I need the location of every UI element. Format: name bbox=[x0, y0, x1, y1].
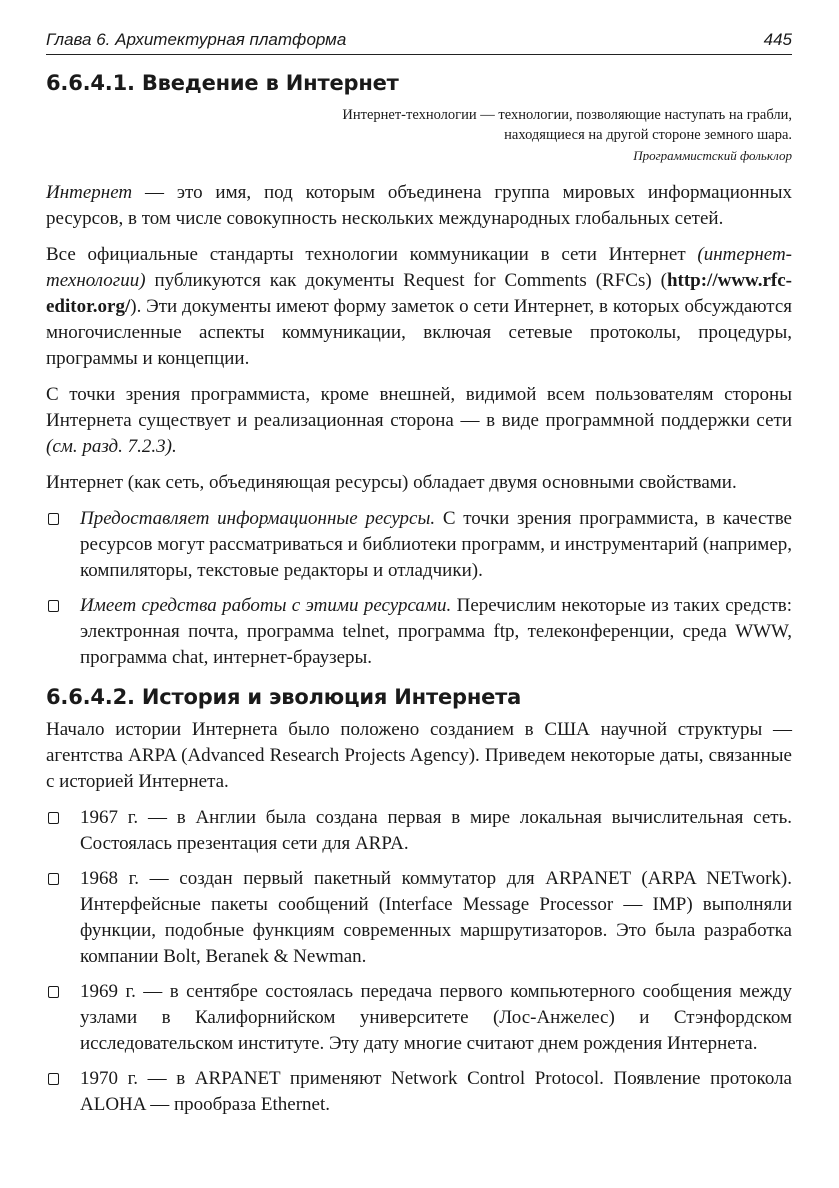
list-item: 1969 г. — в сентябре состоялась передача первого компьютерного сообщения между узлами в Калифорнийском университете (Лос-Анжелес) и Стэнфордском исследовательском институте. Эту дату многие считают днем рождения Интернета. bbox=[46, 979, 792, 1057]
checkbox-bullet-icon bbox=[48, 986, 59, 998]
paragraph: С точки зрения программиста, кроме внешней, видимой всем пользователям стороны Интернета существует и реализационная сторона — в виде программной поддержки сети (см. разд. 7.2.3). bbox=[46, 384, 792, 457]
chapter-title: Глава 6. Архитектурная платформа bbox=[46, 30, 347, 49]
rfc-link[interactable]: http://www.rfc-editor.org/ bbox=[46, 270, 792, 317]
list-item: 1970 г. — в ARPANET применяют Network Control Protocol. Появление протокола ALOHA — прообраза Ethernet. bbox=[46, 1066, 792, 1118]
cross-reference: (см. разд. 7.2.3). bbox=[46, 436, 177, 457]
document-page bbox=[46, 30, 792, 1128]
epigraph-line: находящиеся на другой стороне земного шара. bbox=[504, 127, 792, 143]
section-heading: 6.6.4.1. Введение в Интернет bbox=[46, 71, 399, 95]
bullet-list bbox=[46, 506, 792, 671]
checkbox-bullet-icon bbox=[48, 513, 59, 525]
list-item: Имеет средства работы с этими ресурсами. Перечислим некоторые из таких средств: электронная почта, программа telnet, программа ftp, телеконференции, среда WWW, программа chat, интернет-браузеры. bbox=[46, 593, 792, 671]
list-item: 1968 г. — создан первый пакетный коммутатор для ARPANET (ARPA NETwork). Интерфейсные пакеты сообщений (Interface Message Processor — IMP) выполняли функции, подобные функциям современных маршрутизаторов. Это была разработка компании Bolt, Beranek & Newman. bbox=[46, 866, 792, 970]
running-header bbox=[46, 30, 792, 55]
paragraph: Все официальные стандарты технологии коммуникации в сети Интернет (интернет-технологии) публикуются как документы Request for Comments (RFCs) (http://www.rfc-editor.org/). Эти документы имеют форму заметок о сети Интернет, в которых обсуждаются многочисленные аспекты коммуникации, включая сетевые протоколы, процедуры, программы и концепции. bbox=[46, 244, 792, 369]
section-heading: 6.6.4.2. История и эволюция Интернета bbox=[46, 685, 522, 709]
paragraph: Интернет (как сеть, объединяющая ресурсы) обладает двумя основными свойствами. bbox=[46, 472, 737, 493]
checkbox-bullet-icon bbox=[48, 873, 59, 885]
paragraph: Интернет — это имя, под которым объединена группа мировых информационных ресурсов, в том числе совокупность нескольких международных глобальных сетей. bbox=[46, 182, 792, 229]
checkbox-bullet-icon bbox=[48, 1073, 59, 1085]
term: Интернет bbox=[46, 182, 133, 203]
epigraph bbox=[46, 105, 792, 166]
checkbox-bullet-icon bbox=[48, 600, 59, 612]
bullet-list bbox=[46, 805, 792, 1118]
list-item: 1967 г. — в Англии была создана первая в мире локальная вычислительная сеть. Состоялась презентация сети для ARPA. bbox=[46, 805, 792, 857]
paragraph: Начало истории Интернета было положено созданием в США научной структуры — агентства ARPA (Advanced Research Projects Agency). Приведем некоторые даты, связанные с историей Интернета. bbox=[46, 719, 792, 792]
epigraph-source: Программистский фольклор bbox=[633, 148, 792, 163]
page-number: 445 bbox=[763, 30, 792, 49]
section-body bbox=[46, 717, 792, 1118]
list-item: Предоставляет информационные ресурсы. С точки зрения программиста, в качестве ресурсов могут рассматриваться и библиотеки программ, и инструментарий (например, компиляторы, текстовые редакторы и отладчики). bbox=[46, 506, 792, 584]
checkbox-bullet-icon bbox=[48, 812, 59, 824]
epigraph-line: Интернет-технологии — технологии, позволяющие наступать на грабли, bbox=[342, 107, 792, 123]
section-body bbox=[46, 180, 792, 671]
